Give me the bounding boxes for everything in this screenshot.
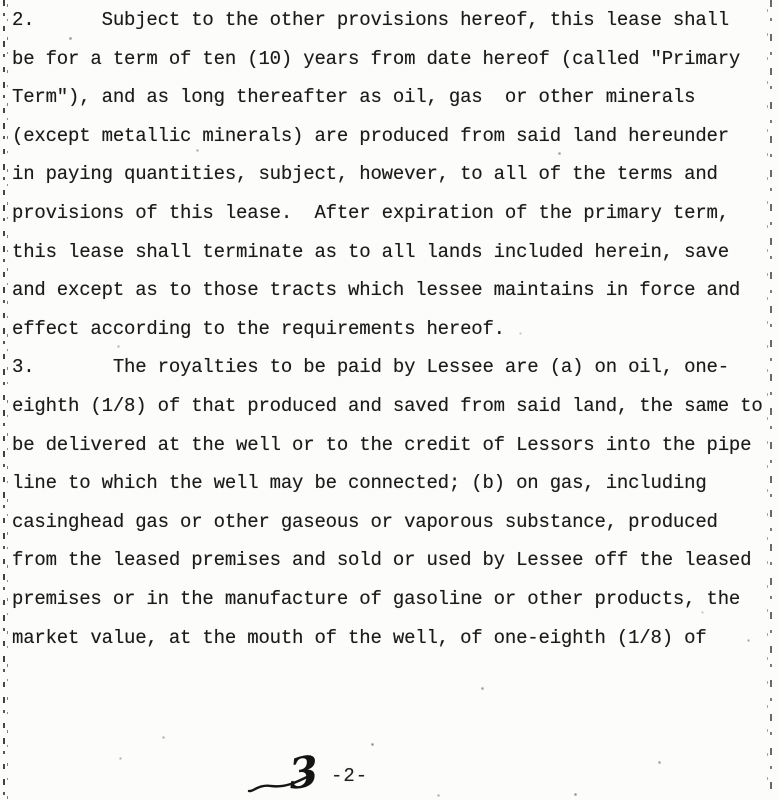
text-line: be delivered at the well or to the credit of Lessors into the pipe: [12, 433, 752, 456]
text-line: provisions of this lease. After expiration of the primary term,: [12, 201, 729, 224]
text-line: in paying quantities, subject, however, to all of the terms and: [12, 163, 718, 186]
handwritten-number: 3: [286, 745, 321, 800]
text-line: be for a term of ten (10) years from date hereof (called "Primary: [12, 47, 741, 70]
text-line: 2. Subject to the other provisions hereof, this lease shall: [12, 9, 729, 31]
scan-noise: [0, 0, 1, 1]
text-line: and except as to those tracts which lessee maintains in force and: [12, 279, 741, 302]
text-line: eighth (1/8) of that produced and saved from said land, the same to: [12, 394, 763, 417]
text-line: premises or in the manufacture of gasoline or other products, the: [12, 587, 741, 610]
text-line: (except metallic minerals) are produced from said land hereunder: [12, 124, 729, 147]
text-line: this lease shall terminate as to all lands included herein, save: [12, 240, 729, 263]
text-line: line to which the well may be connected; (b) on gas, including: [12, 472, 707, 495]
text-line: Term"), and as long thereafter as oil, gas or other minerals: [12, 86, 696, 109]
text-line: effect according to the requirements hereof.: [12, 317, 505, 340]
text-line: market value, at the mouth of the well, of one-eighth (1/8) of: [12, 626, 707, 649]
left-page-edge-artifact: [2, 0, 10, 800]
text-line: 3. The royalties to be paid by Lessee are (a) on oil, one-: [12, 356, 729, 379]
lease-text-body: [12, 1, 772, 657]
text-line: casinghead gas or other gaseous or vaporous substance, produced: [12, 510, 718, 533]
text-line: from the leased premises and sold or used by Lessee off the leased: [12, 549, 752, 572]
page-number: -2-: [331, 765, 369, 787]
